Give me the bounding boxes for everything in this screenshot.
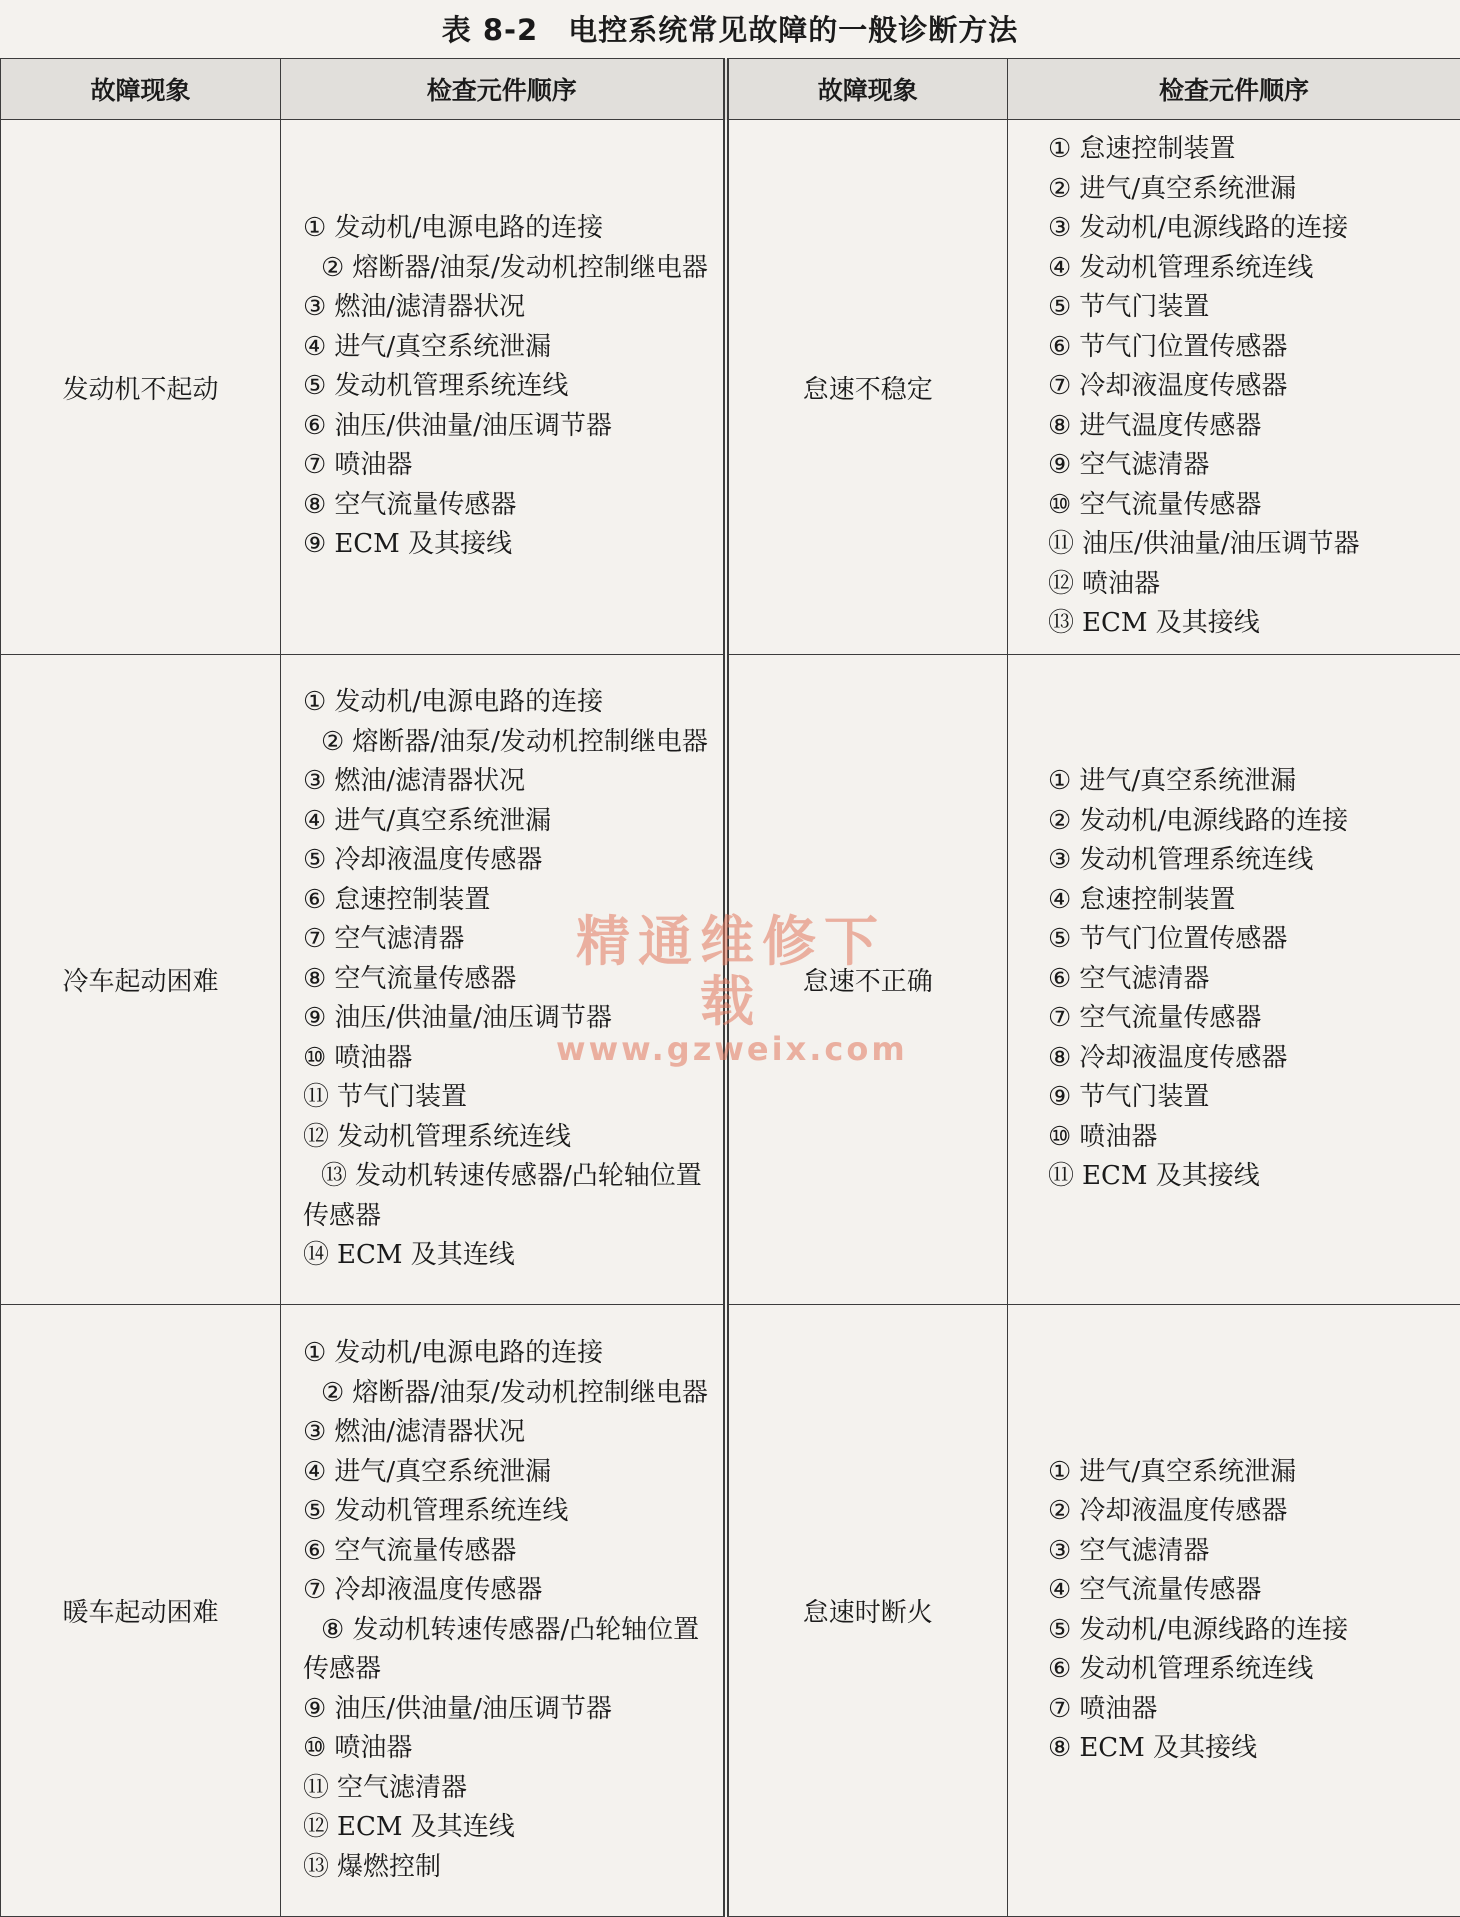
- step-text: 空气流量传感器: [334, 963, 517, 994]
- step-number: ⑨: [303, 1003, 327, 1034]
- step-number: ②: [321, 1377, 345, 1408]
- step-text: 节气门位置传感器: [1079, 924, 1288, 955]
- step-text: ECM 及其接线: [1079, 1733, 1258, 1763]
- step-text: 怠速控制装置: [1079, 134, 1236, 165]
- step-text: 空气滤清器: [1079, 450, 1210, 481]
- table-row: [1, 120, 1460, 655]
- step-number: ⑥: [1048, 1654, 1072, 1684]
- step-item: [303, 1413, 709, 1453]
- step-item: [303, 328, 709, 368]
- step-number: ⑦: [1048, 1693, 1072, 1724]
- step-number: ⑤: [1048, 1614, 1072, 1645]
- watermark-text: 精通维修下载: [576, 910, 886, 1033]
- step-item: [303, 881, 709, 921]
- header-steps-right: 检查元件顺序: [1008, 59, 1460, 120]
- step-text: 油压/供油量/油压调节器: [334, 1003, 612, 1034]
- step-number: ①: [303, 1338, 327, 1368]
- step-item: [303, 1453, 709, 1493]
- step-item: [303, 1611, 709, 1690]
- step-text: ECM 及其接线: [1082, 1161, 1260, 1192]
- step-text: 喷油器: [334, 1733, 413, 1763]
- step-text: 节气门装置: [1079, 292, 1210, 323]
- diagnosis-table: [0, 58, 1460, 1917]
- step-item: [1048, 1039, 1448, 1079]
- step-number: ③: [1048, 1535, 1072, 1566]
- step-item: [303, 367, 709, 407]
- step-item: [303, 1571, 709, 1611]
- step-number: ⑧: [1048, 410, 1072, 441]
- step-item: [1048, 328, 1448, 368]
- step-item: [1048, 802, 1448, 842]
- step-text: 喷油器: [334, 1042, 413, 1073]
- step-number: ⑥: [1048, 331, 1072, 362]
- step-number: ②: [1048, 1496, 1072, 1526]
- step-text: 空气流量传感器: [1079, 1575, 1262, 1605]
- step-text: 冷却液温度传感器: [1079, 371, 1288, 402]
- header-steps-left: 检查元件顺序: [281, 59, 726, 120]
- step-item: [1048, 407, 1448, 447]
- step-item: [303, 1374, 709, 1414]
- step-text: 燃油/滤清器状况: [334, 1417, 526, 1447]
- step-item: [1048, 762, 1448, 802]
- step-text: 喷油器: [1082, 568, 1161, 599]
- step-text: 喷油器: [1079, 1121, 1158, 1152]
- step-text: 冷却液温度传感器: [1079, 1042, 1288, 1073]
- step-text: 发动机管理系统连线: [334, 371, 569, 402]
- step-item: [1048, 1729, 1448, 1769]
- step-item: [303, 1078, 709, 1118]
- step-number: ⑪: [303, 1082, 330, 1113]
- step-number: ⑨: [303, 1693, 327, 1724]
- step-text: 进气温度传感器: [1079, 410, 1262, 441]
- step-item: [303, 1492, 709, 1532]
- step-number: ①: [1048, 134, 1072, 165]
- step-item: [303, 1808, 709, 1848]
- step-item: [303, 288, 709, 328]
- header-fault-left: 故障现象: [1, 59, 281, 120]
- step-text: 发动机管理系统连线: [337, 1121, 572, 1152]
- step-item: [1048, 1453, 1448, 1493]
- step-item: [1048, 1157, 1448, 1197]
- step-number: ⑩: [1048, 489, 1072, 520]
- step-text: 空气滤清器: [334, 924, 465, 955]
- step-number: ⑤: [303, 845, 327, 876]
- step-text: 节气门位置传感器: [1079, 331, 1288, 362]
- step-text: 冷却液温度传感器: [1079, 1496, 1288, 1526]
- step-number: ⑦: [303, 450, 327, 481]
- step-item: [1048, 1571, 1448, 1611]
- step-text: 发动机/电源电路的连接: [334, 213, 604, 244]
- step-item: [1048, 446, 1448, 486]
- step-number: ③: [303, 766, 327, 797]
- step-item: [303, 1236, 709, 1276]
- step-item: [1048, 170, 1448, 210]
- step-number: ②: [321, 726, 345, 757]
- step-item: [303, 1334, 709, 1374]
- step-text: 空气流量传感器: [1079, 489, 1262, 520]
- step-item: [303, 1769, 709, 1809]
- step-item: [1048, 249, 1448, 289]
- step-text: 冷却液温度传感器: [334, 845, 543, 876]
- step-text: 熔断器/油泵/发动机控制继电器: [352, 252, 708, 283]
- step-number: ⑤: [303, 371, 327, 402]
- step-item: [1048, 960, 1448, 1000]
- step-text: 进气/真空系统泄漏: [334, 331, 552, 362]
- step-text: 燃油/滤清器状况: [334, 766, 526, 797]
- step-text: 冷却液温度传感器: [334, 1575, 543, 1605]
- table-row: [1, 1305, 1460, 1917]
- step-item: [303, 209, 709, 249]
- step-number: ①: [1048, 1456, 1072, 1487]
- fault-cell: 怠速不稳定: [726, 120, 1008, 655]
- fault-cell: 冷车起动困难: [1, 655, 281, 1305]
- step-item: [1048, 486, 1448, 526]
- step-text: 油压/供油量/油压调节器: [1082, 529, 1360, 560]
- step-number: ④: [303, 805, 327, 836]
- step-number: ④: [303, 1456, 327, 1487]
- step-text: 熔断器/油泵/发动机控制继电器: [352, 726, 708, 757]
- step-text: 发动机管理系统连线: [1079, 1654, 1314, 1684]
- step-number: ③: [1048, 213, 1072, 244]
- step-number: ⑤: [1048, 924, 1072, 955]
- step-text: ECM 及其接线: [1082, 608, 1260, 639]
- step-number: ⑤: [303, 1496, 327, 1526]
- step-number: ④: [1048, 252, 1072, 283]
- step-text: 空气流量传感器: [334, 1535, 517, 1566]
- table-title: 表 8-2 电控系统常见故障的一般诊断方法: [441, 13, 1019, 47]
- step-text: 怠速控制装置: [334, 884, 491, 915]
- step-number: ⑤: [1048, 292, 1072, 323]
- step-text: 怠速控制装置: [1079, 884, 1236, 915]
- step-text: 燃油/滤清器状况: [334, 292, 526, 323]
- step-item: [303, 683, 709, 723]
- fault-cell: 怠速不正确: [726, 655, 1008, 1305]
- step-number: ⑧: [303, 963, 327, 994]
- step-item: [1048, 1690, 1448, 1730]
- step-item: [303, 1039, 709, 1079]
- step-text: 进气/真空系统泄漏: [1079, 1456, 1297, 1487]
- step-number: ②: [321, 252, 345, 283]
- step-item: [303, 1118, 709, 1158]
- step-number: ①: [303, 687, 327, 718]
- step-number: ⑪: [303, 1772, 330, 1803]
- step-text: 节气门装置: [1079, 1082, 1210, 1113]
- step-text: 空气流量传感器: [334, 489, 517, 520]
- step-number: ②: [1048, 805, 1072, 836]
- fault-cell: 发动机不起动: [1, 120, 281, 655]
- step-item: [1048, 881, 1448, 921]
- step-text: 空气滤清器: [337, 1772, 468, 1803]
- step-text: 喷油器: [334, 450, 413, 481]
- step-item: [1048, 525, 1448, 565]
- step-number: ⑨: [303, 529, 327, 560]
- step-item: [303, 1848, 709, 1888]
- step-item: [1048, 288, 1448, 328]
- steps-cell: [281, 1305, 726, 1917]
- step-text: 发动机/电源线路的连接: [1079, 1614, 1349, 1645]
- steps-cell: [1008, 120, 1460, 655]
- step-item: [303, 1157, 709, 1236]
- step-item: [1048, 1532, 1448, 1572]
- step-item: [1048, 565, 1448, 605]
- step-text: 进气/真空系统泄漏: [1079, 766, 1297, 797]
- step-text: 发动机管理系统连线: [1079, 252, 1314, 283]
- step-text: 熔断器/油泵/发动机控制继电器: [352, 1377, 708, 1408]
- step-item: [303, 446, 709, 486]
- step-item: [303, 1729, 709, 1769]
- table-body: [1, 120, 1460, 1917]
- step-item: [303, 802, 709, 842]
- step-text: 发动机/电源电路的连接: [334, 1338, 604, 1368]
- step-item: [1048, 1118, 1448, 1158]
- step-number: ⑬: [321, 1161, 348, 1192]
- step-item: [1048, 1611, 1448, 1651]
- step-text: 进气/真空系统泄漏: [334, 1456, 552, 1487]
- step-text: 油压/供油量/油压调节器: [334, 1693, 612, 1724]
- step-number: ⑥: [303, 884, 327, 915]
- fault-cell: 暖车起动困难: [1, 1305, 281, 1917]
- step-item: [303, 920, 709, 960]
- step-number: ⑥: [303, 1535, 327, 1566]
- step-item: [1048, 209, 1448, 249]
- step-number: ⑦: [1048, 1003, 1072, 1034]
- step-text: 发动机管理系统连线: [334, 1496, 569, 1526]
- step-item: [303, 960, 709, 1000]
- step-number: ⑥: [1048, 963, 1072, 994]
- step-number: ⑬: [303, 1851, 330, 1882]
- step-item: [1048, 367, 1448, 407]
- step-number: ⑨: [1048, 1082, 1072, 1113]
- step-number: ⑥: [303, 410, 327, 441]
- step-item: [1048, 1650, 1448, 1690]
- step-item: [303, 407, 709, 447]
- step-text: 空气滤清器: [1079, 1535, 1210, 1566]
- step-item: [303, 841, 709, 881]
- step-number: ④: [1048, 1575, 1072, 1605]
- step-number: ①: [303, 213, 327, 244]
- step-number: ⑧: [1048, 1733, 1072, 1763]
- step-text: 节气门装置: [337, 1082, 468, 1113]
- step-text: ECM 及其连线: [337, 1240, 515, 1271]
- step-number: ⑩: [303, 1733, 327, 1763]
- step-number: ⑫: [303, 1121, 330, 1152]
- step-item: [1048, 1078, 1448, 1118]
- fault-cell: 怠速时断火: [726, 1305, 1008, 1917]
- step-number: ⑧: [1048, 1042, 1072, 1073]
- steps-cell: [281, 655, 726, 1305]
- step-number: ⑩: [303, 1042, 327, 1073]
- step-number: ③: [303, 292, 327, 323]
- step-text: 发动机管理系统连线: [1079, 845, 1314, 876]
- header-fault-right: 故障现象: [726, 59, 1008, 120]
- step-text: 发动机/电源电路的连接: [334, 687, 604, 718]
- step-number: ⑭: [303, 1240, 330, 1271]
- step-text: 发动机/电源线路的连接: [1079, 805, 1349, 836]
- step-text: 空气滤清器: [1079, 963, 1210, 994]
- step-number: ⑫: [303, 1812, 330, 1842]
- step-number: ⑧: [303, 489, 327, 520]
- step-item: [303, 723, 709, 763]
- step-number: ⑪: [1048, 529, 1075, 560]
- steps-cell: [1008, 655, 1460, 1305]
- step-number: ⑫: [1048, 568, 1075, 599]
- step-item: [1048, 1492, 1448, 1532]
- step-number: ⑦: [1048, 371, 1072, 402]
- step-number: ⑦: [303, 1575, 327, 1605]
- step-text: 空气流量传感器: [1079, 1003, 1262, 1034]
- step-text: 爆燃控制: [337, 1851, 442, 1882]
- step-item: [1048, 920, 1448, 960]
- step-text: 油压/供油量/油压调节器: [334, 410, 612, 441]
- step-item: [303, 762, 709, 802]
- header-row: [1, 59, 1460, 120]
- step-text: 进气/真空系统泄漏: [1079, 173, 1297, 204]
- step-number: ⑬: [1048, 608, 1075, 639]
- step-item: [1048, 999, 1448, 1039]
- step-text: 发动机转速传感器/凸轮轴位置传感器: [303, 1614, 700, 1684]
- step-text: 发动机/电源线路的连接: [1079, 213, 1349, 244]
- step-item: [303, 1690, 709, 1730]
- step-text: ECM 及其连线: [337, 1812, 515, 1842]
- step-number: ⑨: [1048, 450, 1072, 481]
- step-item: [303, 486, 709, 526]
- watermark-url: www.gzweix.com: [556, 1030, 908, 1068]
- step-number: ③: [303, 1417, 327, 1447]
- step-text: 喷油器: [1079, 1693, 1158, 1724]
- step-number: ⑦: [303, 924, 327, 955]
- step-text: 进气/真空系统泄漏: [334, 805, 552, 836]
- step-number: ⑧: [321, 1614, 345, 1645]
- steps-cell: [281, 120, 726, 655]
- step-number: ①: [1048, 766, 1072, 797]
- step-number: ④: [1048, 884, 1072, 915]
- step-number: ②: [1048, 173, 1072, 204]
- step-text: ECM 及其接线: [334, 529, 513, 560]
- step-item: [1048, 604, 1448, 644]
- steps-cell: [1008, 1305, 1460, 1917]
- step-number: ③: [1048, 845, 1072, 876]
- table-row: [1, 655, 1460, 1305]
- step-item: [1048, 841, 1448, 881]
- step-text: 发动机转速传感器/凸轮轴位置传感器: [303, 1161, 702, 1231]
- step-item: [303, 249, 709, 289]
- step-item: [1048, 130, 1448, 170]
- step-item: [303, 525, 709, 565]
- step-item: [303, 999, 709, 1039]
- step-number: ⑪: [1048, 1161, 1075, 1192]
- step-number: ④: [303, 331, 327, 362]
- step-item: [303, 1532, 709, 1572]
- step-number: ⑩: [1048, 1121, 1072, 1152]
